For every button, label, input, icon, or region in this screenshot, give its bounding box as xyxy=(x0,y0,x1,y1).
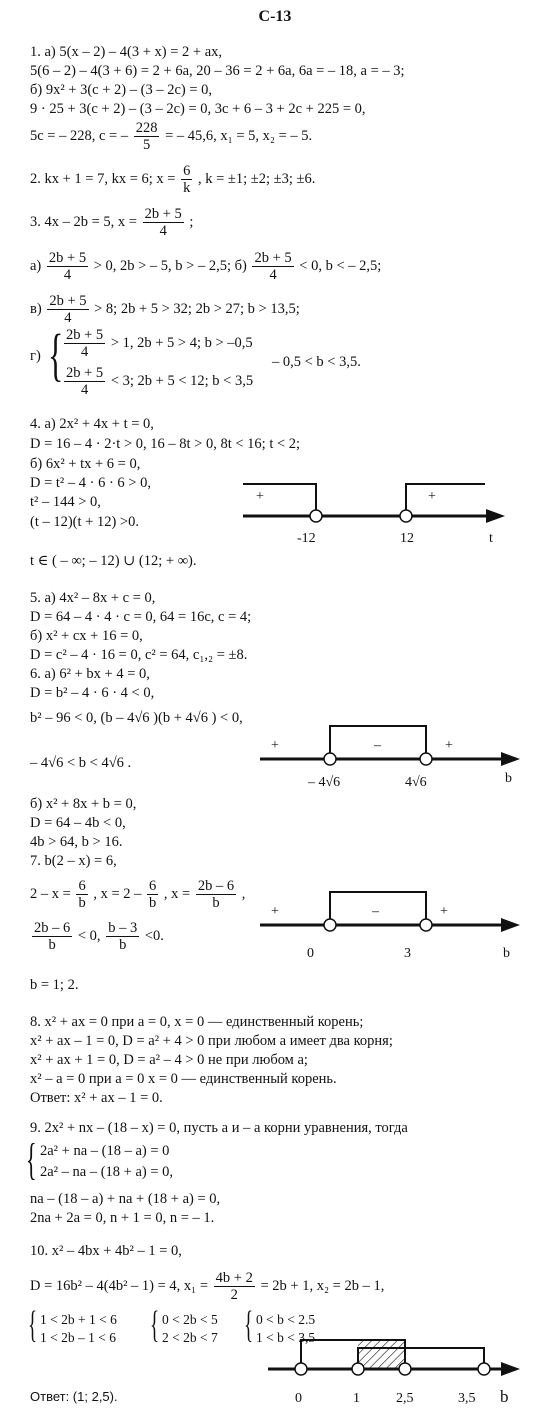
p10-brace-2: { xyxy=(150,1304,160,1346)
p9-line-2: na – (18 – a) + na + (18 + a) = 0, xyxy=(30,1191,221,1207)
p4-line-4: D = t² – 4 · 6 · 6 > 0, xyxy=(30,475,151,491)
p3-line-a: а) $\frac{2b + 5}{4}$ > 0, 2b > – 5, b > – 2,5; б) $\frac{2b + 5}{4}$ < 0, b < – 2,5; xyxy=(30,250,382,283)
p4-number-line xyxy=(0,470,550,550)
p6-point-1: – 4√6 xyxy=(308,775,341,790)
p10-point-4: 3,5 xyxy=(458,1391,476,1406)
p6-number-line xyxy=(0,715,550,795)
p1-line-1: 1. а) 5(x – 2) – 4(3 + x) = 2 + ax, xyxy=(30,44,223,60)
page-title: С-13 xyxy=(258,8,292,25)
p6-point-2: 4√6 xyxy=(405,775,427,790)
p7-line-1: 7. b(2 – x) = 6, xyxy=(30,853,117,869)
p4-axis-var: t xyxy=(489,531,493,546)
p4-sign-right: + xyxy=(428,489,436,504)
p8-line-3: x² + ax + 1 = 0, D = a² – 4 > 0 не при любом a; xyxy=(30,1052,308,1068)
p9-system-brace: { xyxy=(26,1135,37,1184)
p10-sys1-row-1: 1 < 2b + 1 < 6 xyxy=(40,1312,117,1327)
p3-system-brace: { xyxy=(48,322,64,387)
p3-g-row-2: $\frac{2b + 5}{4}$ < 3; 2b + 5 < 12; b < 3,5 xyxy=(66,365,254,398)
p4-line-2: D = 16 – 4 · 2·t > 0, 16 – 8t > 0, 8t < 16; t < 2; xyxy=(30,436,301,452)
p10-line-1: 10. x² – 4bx + 4b² – 1 = 0, xyxy=(30,1243,182,1259)
p6-sign-right: + xyxy=(445,738,453,753)
p6-line-1: 6. а) 6² + bx + 4 = 0, xyxy=(30,666,150,682)
p10-sys2-row-1: 0 < 2b < 5 xyxy=(162,1312,218,1327)
p7-line-3: $\frac{2b - 6}{b}$ < 0, $\frac{b - 3}{b}$ <0. xyxy=(34,920,164,953)
p4-line-7: t ∈ ( – ∞; – 12) ∪ (12; + ∞). xyxy=(30,553,197,569)
p10-sys1-row-2: 1 < 2b – 1 < 6 xyxy=(40,1330,116,1345)
p10-point-3: 2,5 xyxy=(396,1391,414,1406)
p10-axis-var: b xyxy=(500,1387,509,1406)
p5-line-3: б) x² + cx + 16 = 0, xyxy=(30,628,143,644)
p7-sign-left: + xyxy=(271,904,279,919)
p3-g-result: – 0,5 < b < 3,5. xyxy=(272,354,361,370)
p7-point-1: 0 xyxy=(307,946,314,961)
p1-line-4: 9 · 25 + 3(c + 2) – (3 – 2c) = 0, 3c + 6 – 3 + 2c + 225 = 0, xyxy=(30,101,366,117)
p10-point-1: 0 xyxy=(295,1391,302,1406)
p6-sign-left: + xyxy=(271,738,279,753)
p10-sys3-row-1: 0 < b < 2.5 xyxy=(256,1312,316,1327)
p8-answer: Ответ: x² + ax – 1 = 0. xyxy=(30,1090,163,1106)
p4-line-1: 4. а) 2x² + 4x + t = 0, xyxy=(30,416,154,432)
p2-line: 2. kx + 1 = 7, kx = 6; x = $\frac{6}{k}$ , k = ±1; ±2; ±3; ±6. xyxy=(30,163,316,196)
p6-line-5: б) x² + 8x + b = 0, xyxy=(30,796,137,812)
p10-point-2: 1 xyxy=(353,1391,360,1406)
p3-g-label: г) xyxy=(30,348,41,364)
p6-line-7: 4b > 64, b > 16. xyxy=(30,834,123,850)
p4-point-1: -12 xyxy=(297,531,316,546)
p6-line-4: – 4√6 < b < 4√6 . xyxy=(30,755,132,771)
p9-line-3: 2na + 2a = 0, n + 1 = 0, n = – 1. xyxy=(30,1210,215,1226)
p5-line-1: 5. а) 4x² – 8x + c = 0, xyxy=(30,590,156,606)
p7-sign-mid: – xyxy=(372,904,379,919)
p9-line-1: 9. 2x² + nx – (18 – x) = 0, пусть a и – a корни уравнения, тогда xyxy=(30,1120,408,1136)
p10-brace-3: { xyxy=(244,1304,254,1346)
p7-point-2: 3 xyxy=(404,946,411,961)
p8-line-1: 8. x² + ax = 0 при a = 0, x = 0 — единственный корень; xyxy=(30,1014,364,1030)
p10-answer: Ответ: (1; 2,5). xyxy=(30,1389,118,1404)
p9-system-row-2: 2a² – na – (18 + a) = 0, xyxy=(40,1164,174,1180)
p7-number-line xyxy=(0,885,550,965)
p10-sys3-row-2: 1 < b < 3,5 xyxy=(256,1330,316,1345)
p9-system-row-1: 2a² + na – (18 – a) = 0 xyxy=(40,1143,170,1159)
p1-line-2: 5(6 – 2) – 4(3 + 6) = 2 + 6a, 20 – 36 = 2 + 6a, 6a = – 18, a = – 3; xyxy=(30,63,405,79)
p1-line-3: б) 9x² + 3(c + 2) – (3 – 2c) = 0, xyxy=(30,82,213,98)
p8-line-4: x² – a = 0 при a = 0 x = 0 — единственный корень. xyxy=(30,1071,337,1087)
p4-line-5: t² – 144 > 0, xyxy=(30,494,101,510)
p7-line-2: 2 – x = $\frac{6}{b}$ , x = 2 – $\frac{6}{b}$ , x = $\frac{2b - 6}{b}$ , xyxy=(30,878,246,911)
p6-sign-mid: – xyxy=(374,738,381,753)
p6-line-3: b² – 96 < 0, (b – 4√6 )(b + 4√6 ) < 0, xyxy=(30,710,243,726)
p10-brace-1: { xyxy=(28,1304,38,1346)
p5-line-4: D = c² – 4 · 16 = 0, c² = 64, c₁,₂ = ±8. xyxy=(30,647,248,663)
p3-line-1: 3. 4x – 2b = 5, x = $\frac{2b + 5}{4}$ ; xyxy=(30,206,194,239)
p4-line-3: б) 6x² + tx + 6 = 0, xyxy=(30,456,141,472)
p5-line-2: D = 64 – 4 · 4 · c = 0, 64 = 16c, c = 4; xyxy=(30,609,252,625)
p7-sign-right: + xyxy=(440,904,448,919)
p7-line-4: b = 1; 2. xyxy=(30,977,79,993)
p1-line-5: 5c = – 228, c = – $\frac{228}{5}$ = – 45,6, x₁ = 5, x₂ = – 5. xyxy=(30,120,313,153)
p4-line-6: (t – 12)(t + 12) >0. xyxy=(30,514,139,530)
p6-line-2: D = b² – 4 · 6 · 4 < 0, xyxy=(30,685,155,701)
p10-sys2-row-2: 2 < 2b < 7 xyxy=(162,1330,218,1345)
p3-g-row-1: $\frac{2b + 5}{4}$ > 1, 2b + 5 > 4; b > –0,5 xyxy=(66,327,253,360)
p8-line-2: x² + ax – 1 = 0, D = a² + 4 > 0 при любом a имеет два корня; xyxy=(30,1033,393,1049)
p10-line-2: D = 16b² – 4(4b² – 1) = 4, x₁ = $\frac{4b + 2}{2}$ = 2b + 1, x₂ = 2b – 1, xyxy=(30,1270,385,1303)
p6-line-6: D = 64 – 4b < 0, xyxy=(30,815,126,831)
p4-sign-left: + xyxy=(256,489,264,504)
p7-axis-var: b xyxy=(503,946,510,961)
p4-point-2: 12 xyxy=(400,531,414,546)
p3-line-v: в) $\frac{2b + 5}{4}$ > 8; 2b + 5 > 32; 2b > 27; b > 13,5; xyxy=(30,293,300,326)
p6-axis-var: b xyxy=(505,771,512,786)
